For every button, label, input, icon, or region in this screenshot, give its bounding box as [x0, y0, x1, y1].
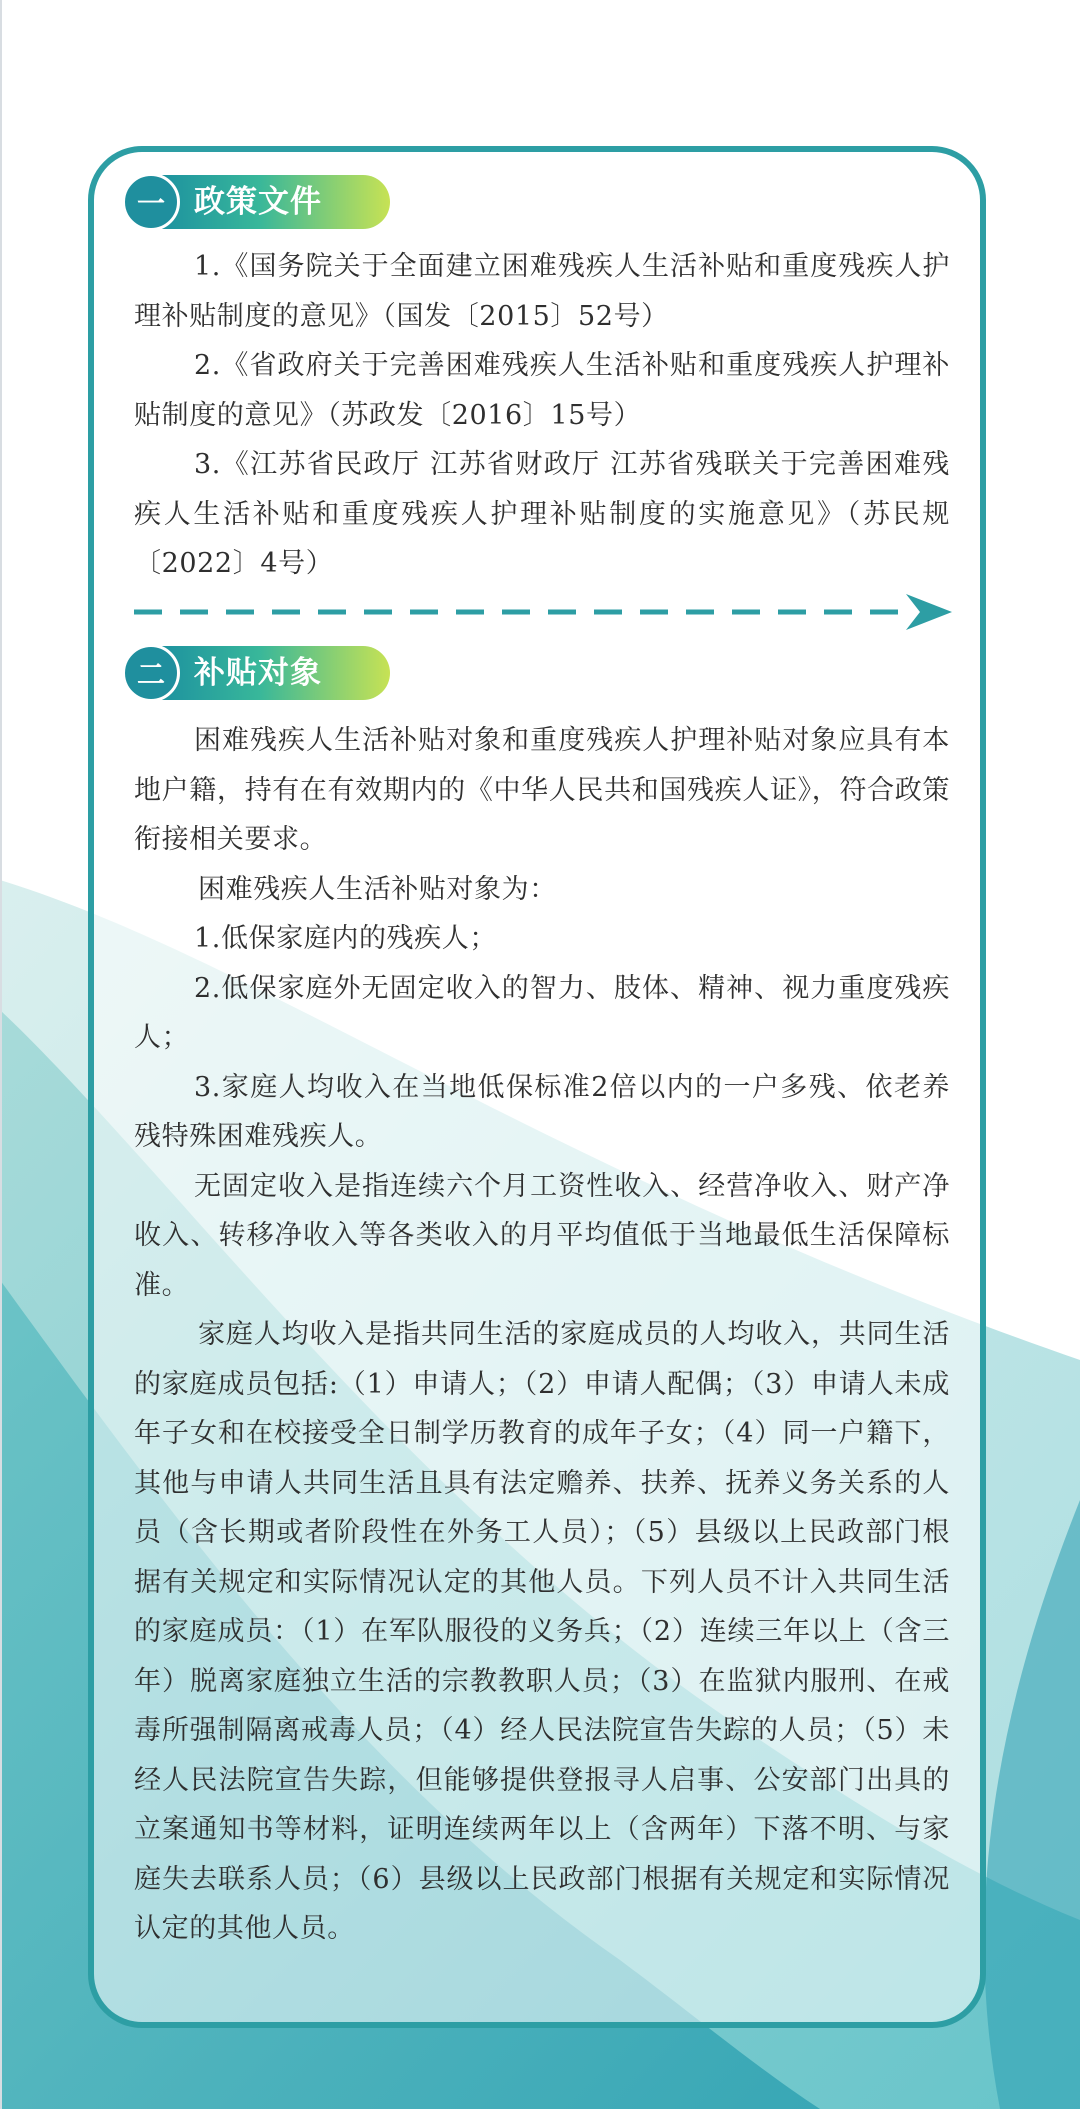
list-item: 1.低保家庭内的残疾人；	[194, 923, 497, 954]
page-edge-line	[0, 0, 2, 2109]
section-title: 政策文件	[194, 184, 322, 220]
intro-paragraph: 困难残疾人生活补贴对象和重度残疾人护理补贴对象应具有本地户籍，持有在有效期内的《中华人民共和国残疾人证》，符合政策衔接相关要求。	[134, 725, 950, 855]
section-number-badge	[122, 173, 180, 231]
recipients-body	[134, 716, 950, 1954]
policy-documents-list	[134, 242, 950, 589]
list-item: 2.低保家庭外无固定收入的智力、肢体、精神、视力重度残疾人；	[134, 972, 950, 1053]
section-header-policy	[122, 175, 390, 229]
section-number: 一	[136, 187, 165, 220]
definition-paragraph: 无固定收入是指连续六个月工资性收入、经营净收入、财产净收入、转移净收入等各类收入的月平均值低于当地最低生活保障标准。	[134, 1170, 950, 1301]
list-item: 3.家庭人均收入在当地低保标准2倍以内的一户多残、依老养残特殊困难残疾人。	[134, 1071, 950, 1152]
section-number: 二	[136, 658, 165, 691]
section-number-badge	[122, 644, 180, 702]
section-title: 补贴对象	[194, 655, 322, 691]
section-header-recipients	[122, 646, 390, 700]
list-heading: 困难残疾人生活补贴对象为：	[198, 873, 557, 905]
definition-paragraph: 家庭人均收入是指共同生活的家庭成员的人均收入，共同生活的家庭成员包括:（1）申请人；（2）申请人配偶；（3）申请人未成年子女和在校接受全日制学历教育的成年子女；（4）同一户籍下，其他与申请人共同生活且具有法定赡养、扶养、抚养义务关系的人员（含长期或者阶段性在外务工人员）；（5）县级以上民政部门根据有关规定和实际情况认定的其他人员。下列人员不计入共同生活的家庭成员：（1）在军队服役的义务兵；（2）连续三年以上（含三年）脱离家庭独立生活的宗教教职人员；（3）在监狱内服刑、在戒毒所强制隔离戒毒人员；（4）经人民法院宣告失踪的人员；（5）未经人民法院宣告失踪，但能够提供登报寻人启事、公安部门出具的立案通知书等材料，证明连续两年以上（含两年）下落不明、与家庭失去联系人员；（6）县级以上民政部门根据有关规定和实际情况认定的其他人员。	[134, 1319, 950, 1944]
policy-item: 2.《省政府关于完善困难残疾人生活补贴和重度残疾人护理补贴制度的意见》（苏政发〔2016〕15号）	[134, 350, 950, 431]
arrow-right-icon	[906, 594, 952, 630]
dashed-divider	[134, 590, 954, 634]
policy-item: 3.《江苏省民政厅 江苏省财政厅 江苏省残联关于完善困难残疾人生活补贴和重度残疾人护理补贴制度的实施意见》（苏民规〔2022〕4号）	[134, 449, 950, 579]
policy-item: 1.《国务院关于全面建立困难残疾人生活补贴和重度残疾人护理补贴制度的意见》（国发〔2015〕52号）	[134, 251, 950, 332]
